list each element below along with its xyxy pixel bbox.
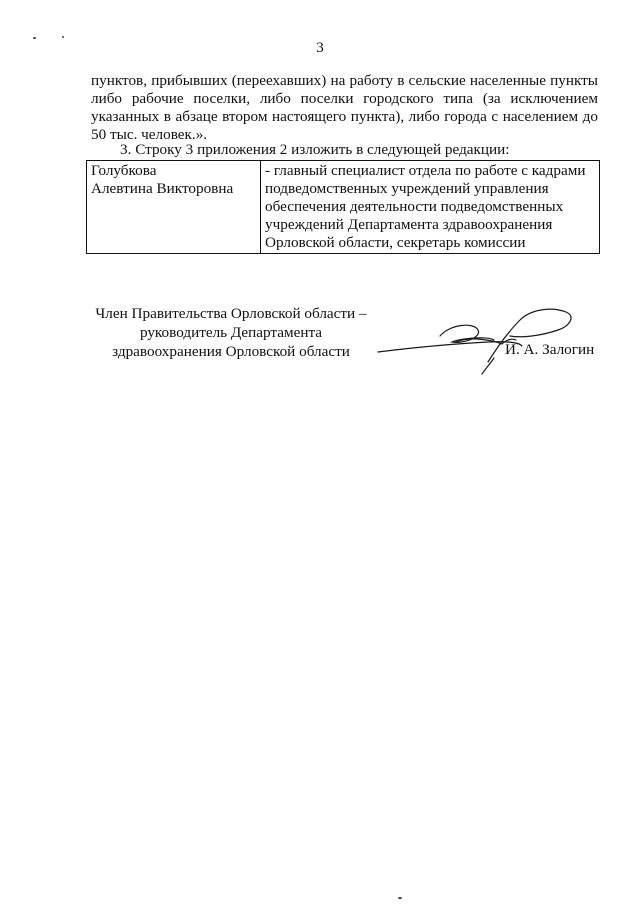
- person-given-names: Алевтина Викторовна: [91, 180, 234, 197]
- page-number: 3: [316, 40, 324, 56]
- position-line: учреждений Департамента здравоохранения: [265, 216, 553, 233]
- person-position-cell: [261, 161, 600, 254]
- person-name-cell: [87, 161, 261, 254]
- signer-name: И. А. Залогин: [505, 341, 595, 358]
- position-line: Орловской области, секретарь комиссии: [265, 234, 526, 251]
- paragraph-line: пунктов, прибывших (переехавших) на работу в сельские населенные пункты: [91, 72, 598, 89]
- paragraph-line: указанных в абзаце втором настоящего пункта), либо города с населением до: [91, 108, 598, 125]
- paragraph-line: либо рабочие поселки, либо поселки городского типа (за исключением: [91, 90, 598, 107]
- paragraph-continuation: [91, 72, 598, 144]
- scan-speck: [62, 36, 64, 38]
- signer-title: [86, 304, 376, 361]
- signer-title-line: руководитель Департамента: [139, 324, 323, 341]
- scan-speck: [398, 897, 402, 899]
- table-row: [87, 161, 600, 254]
- position-line: обеспечения деятельности подведомственных: [265, 198, 564, 215]
- paragraph-line: 50 тыс. человек.».: [91, 126, 208, 143]
- position-line: - главный специалист отдела по работе с кадрами: [265, 162, 586, 179]
- signer-title-line: Член Правительства Орловской области –: [95, 305, 367, 322]
- scan-speck: [33, 37, 36, 39]
- person-surname: Голубкова: [91, 162, 157, 179]
- position-line: подведомственных учреждений управления: [265, 180, 549, 197]
- redaction-table: [86, 160, 600, 254]
- handwritten-signature: [370, 300, 590, 380]
- item-3-text: 3. Строку 3 приложения 2 изложить в следующей редакции:: [120, 141, 510, 158]
- signer-title-line: здравоохранения Орловской области: [112, 343, 350, 360]
